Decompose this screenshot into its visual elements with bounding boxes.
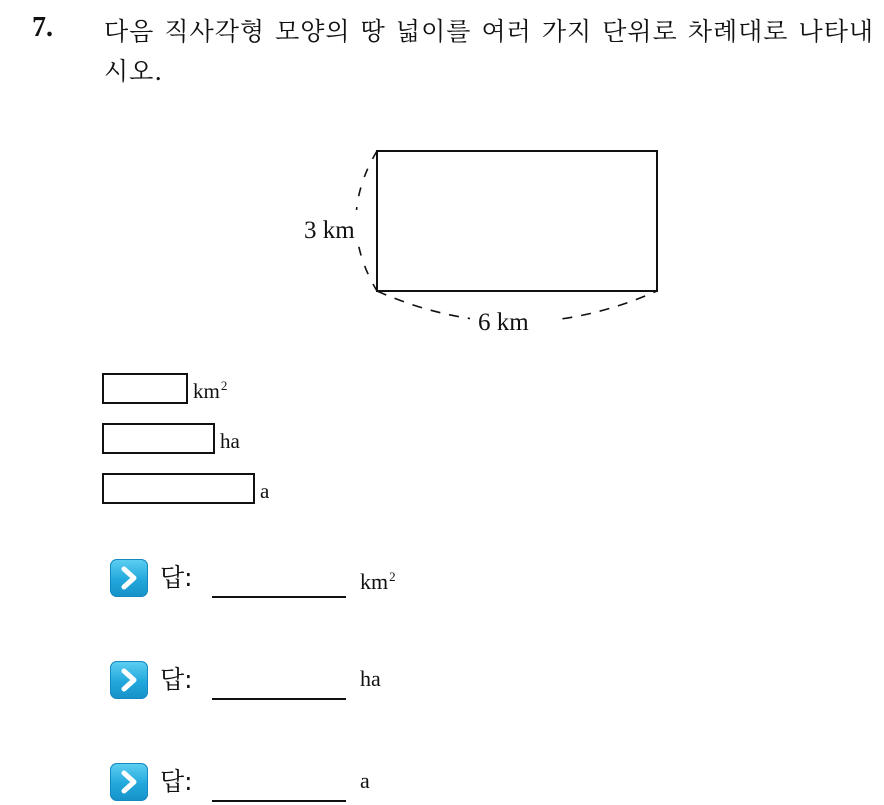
answer-box-a[interactable] <box>102 473 255 504</box>
answer-unit-km2: $km^2$ <box>360 569 396 594</box>
question-number: 7. <box>32 12 53 43</box>
chevron-right-icon <box>110 559 148 597</box>
answer-row-a <box>110 762 610 804</box>
answer-label: 답: <box>160 563 193 592</box>
unit-row-a <box>102 473 269 504</box>
unit-label-km2: $km^2$ <box>193 378 228 403</box>
answer-row-ha <box>110 660 610 702</box>
height-label: 3 km <box>304 217 355 244</box>
chevron-right-icon <box>110 661 148 699</box>
answer-label: 답: <box>160 767 193 796</box>
unit-label-ha: ha <box>220 429 240 453</box>
question-text: 다음 직사각형 모양의 땅 넓이를 여러 가지 단위로 차례대로 나타내시오. <box>104 17 874 86</box>
answer-box-ha[interactable] <box>102 423 215 454</box>
unit-row-km2 <box>102 373 227 404</box>
answer-label: 답: <box>160 665 193 694</box>
unit-row-ha <box>102 423 240 454</box>
answer-unit-ha: ha <box>360 666 381 691</box>
answer-blank-ha[interactable] <box>212 698 346 700</box>
unit-label-a: a <box>260 479 270 503</box>
land-rectangle <box>377 151 657 291</box>
answer-row-km2 <box>110 558 610 600</box>
answer-unit-a: a <box>360 768 370 793</box>
answer-blank-km2[interactable] <box>212 596 346 598</box>
answer-box-km2[interactable] <box>102 373 188 404</box>
answer-blank-a[interactable] <box>212 800 346 802</box>
width-label: 6 km <box>478 309 529 336</box>
rectangle-figure <box>290 140 680 340</box>
chevron-right-icon <box>110 763 148 801</box>
